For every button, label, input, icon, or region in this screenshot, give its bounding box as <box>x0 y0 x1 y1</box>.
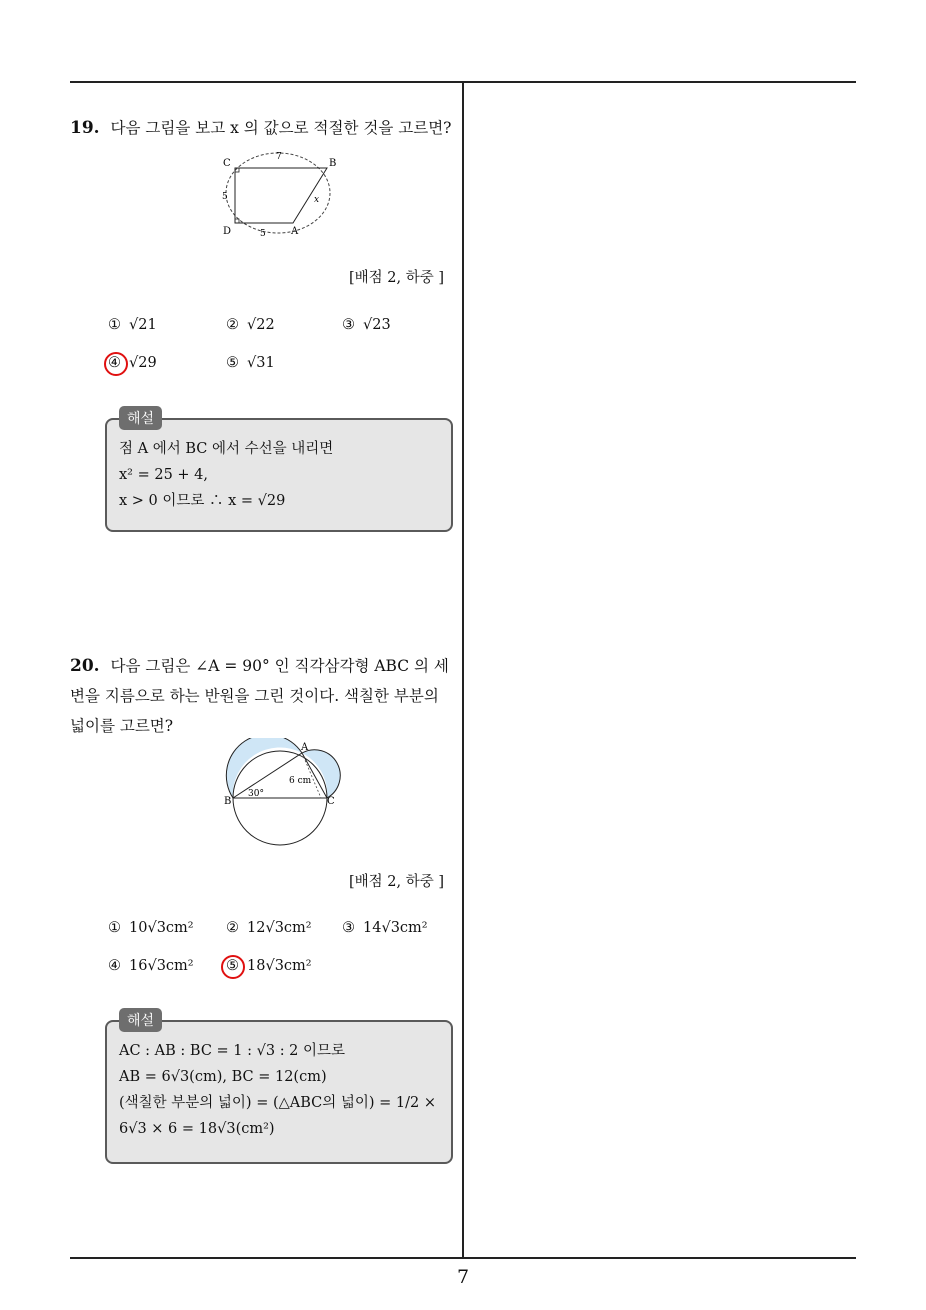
choice-value: √22 <box>247 317 275 333</box>
label-left: 5 <box>222 192 228 202</box>
label-b: B <box>224 796 232 807</box>
choice-3[interactable] <box>342 920 428 936</box>
choice-mark: ④ <box>108 958 121 974</box>
choice-1[interactable] <box>108 920 194 936</box>
label-c: C <box>327 796 335 807</box>
label-angle: 30° <box>248 789 264 799</box>
solution-line: AC : AB : BC = 1 : √3 : 2 이므로 <box>119 1043 346 1059</box>
choice-value: 12√3cm² <box>247 920 312 936</box>
choice-mark: ② <box>226 317 239 333</box>
choice-value: √21 <box>129 317 157 333</box>
choice-mark: ① <box>108 317 121 333</box>
page-number: 7 <box>456 1266 470 1288</box>
choice-value: 16√3cm² <box>129 958 194 974</box>
solution-line: AB = 6√3(cm), BC = 12(cm) <box>119 1069 327 1085</box>
choice-3[interactable] <box>342 317 391 333</box>
question-text: 다음 그림을 보고 x 의 값으로 적절한 것을 고르면? <box>110 119 452 137</box>
solution-box <box>105 1020 453 1164</box>
q19-right-angle-d <box>235 219 239 223</box>
selected-answer-mark <box>104 352 128 376</box>
choice-value: √31 <box>247 355 275 371</box>
choice-5[interactable] <box>226 355 275 371</box>
solution-line: (색칠한 부분의 넓이) = (△ABC의 넓이) = 1/2 × <box>119 1095 437 1111</box>
solution-line: x² = 25 + 4, <box>119 467 209 483</box>
label-bottom: 5 <box>260 229 266 239</box>
question-number: 19. <box>70 118 100 138</box>
choice-value: √29 <box>129 355 157 371</box>
label-a: A <box>301 742 309 753</box>
q19-circle <box>226 153 330 233</box>
solution-box <box>105 418 453 532</box>
q20-figure <box>220 738 345 846</box>
choice-value: 10√3cm² <box>129 920 194 936</box>
choice-value: 14√3cm² <box>363 920 428 936</box>
q19-figure <box>215 150 345 240</box>
label-a: A <box>291 226 299 237</box>
question-text: 다음 그림은 ∠A = 90° 인 직각삼각형 ABC 의 세 변을 지름으로 하는 반원을 그린 것이다. 색칠한 부분의 넓이를 고르면? <box>70 657 449 735</box>
label-top: 7 <box>276 152 282 162</box>
solution-line: 점 A 에서 BC 에서 수선을 내리면 <box>119 441 334 457</box>
choice-value: √23 <box>363 317 391 333</box>
choice-mark: ⑤ <box>226 355 239 371</box>
choice-mark: ④ <box>108 355 121 371</box>
label-length: 6 cm <box>289 776 312 786</box>
choice-mark: ② <box>226 920 239 936</box>
label-d: D <box>223 226 232 237</box>
solution-line: x > 0 이므로 ∴ x = √29 <box>119 493 286 509</box>
choice-1[interactable] <box>108 317 157 333</box>
label-x: x <box>314 195 320 205</box>
choice-4[interactable] <box>108 958 194 974</box>
score-label: [배점 2, 하중 ] <box>348 874 444 890</box>
solution-tag: 해설 <box>119 1008 162 1032</box>
choice-mark: ⑤ <box>226 958 239 974</box>
question-20 <box>70 651 455 741</box>
choice-mark: ① <box>108 920 121 936</box>
label-c: C <box>223 158 231 169</box>
solution-line: 6√3 × 6 = 18√3(cm²) <box>119 1121 275 1137</box>
column-divider <box>462 82 464 1258</box>
choice-value: 18√3cm² <box>247 958 312 974</box>
shade-ac <box>302 750 340 798</box>
score-label: [배점 2, 하중 ] <box>348 270 444 286</box>
question-number: 20. <box>70 656 100 676</box>
solution-tag: 해설 <box>119 406 162 430</box>
selected-answer-mark <box>221 955 245 979</box>
bottom-rule <box>70 1257 856 1259</box>
choice-2[interactable] <box>226 317 275 333</box>
question-19 <box>70 113 455 143</box>
choice-2[interactable] <box>226 920 312 936</box>
choice-mark: ③ <box>342 920 355 936</box>
choice-mark: ③ <box>342 317 355 333</box>
label-b: B <box>329 158 337 169</box>
